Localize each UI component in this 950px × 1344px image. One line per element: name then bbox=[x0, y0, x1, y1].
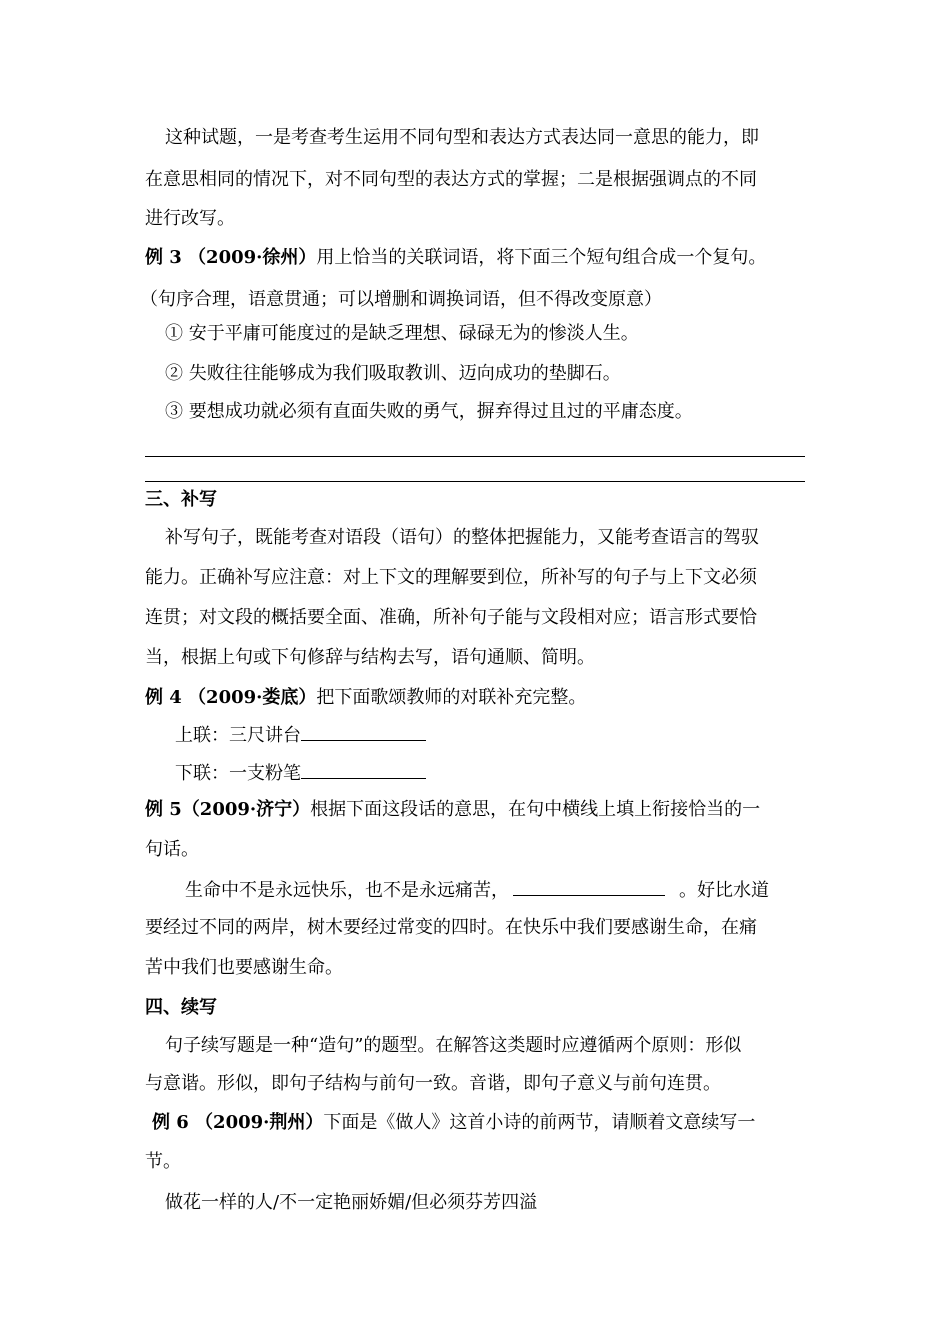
blank-field[interactable] bbox=[301, 760, 426, 779]
paragraph-line: 要经过不同的两岸，树木要经过常变的四时。在快乐中我们要感谢生命，在痛 bbox=[145, 917, 757, 938]
couplet-lower-text: 下联：一支粉笔 bbox=[175, 763, 301, 784]
couplet-upper-text: 上联：三尺讲台 bbox=[175, 725, 301, 746]
paragraph-line: 苦中我们也要感谢生命。 bbox=[145, 957, 343, 978]
example-prompt: 把下面歌颂教师的对联补充完整。 bbox=[316, 687, 587, 708]
blank-field[interactable] bbox=[301, 722, 426, 741]
paragraph-line: 进行改写。 bbox=[145, 208, 235, 229]
fill-text-b: 。好比水道 bbox=[679, 880, 769, 901]
paragraph-line: 当，根据上句或下句修辞与结构去写，语句通顺、简明。 bbox=[145, 647, 595, 668]
paragraph-line: 连贯；对文段的概括要全面、准确，所补句子能与文段相对应；语言形式要恰 bbox=[145, 607, 757, 628]
paragraph-line: 能力。正确补写应注意：对上下文的理解要到位，所补写的句子与上下文必须 bbox=[145, 567, 757, 588]
paragraph-line: 补写句子，既能考查对语段（语句）的整体把握能力，又能考查语言的驾驭 bbox=[165, 527, 759, 548]
example-label: 例 6 （2009·荆州） bbox=[152, 1112, 324, 1133]
example-prompt-cont: 节。 bbox=[145, 1151, 181, 1172]
example-4 bbox=[145, 686, 586, 710]
example-label: 例 4 （2009·娄底） bbox=[145, 687, 317, 708]
blank-field[interactable] bbox=[513, 877, 665, 896]
paragraph-line: 与意谐。形似，即句子结构与前句一致。音谐，即句子意义与前句连贯。 bbox=[145, 1073, 721, 1094]
example-prompt: 根据下面这段话的意思，在句中横线上填上衔接恰当的一 bbox=[310, 799, 761, 820]
section-heading: 三、补写 bbox=[145, 489, 217, 510]
list-item: ② 失败往往能够成为我们吸取教训、迈向成功的垫脚石。 bbox=[165, 363, 621, 384]
fill-line bbox=[185, 877, 769, 903]
list-item: ① 安于平庸可能度过的是缺乏理想、碌碌无为的惨淡人生。 bbox=[165, 323, 639, 344]
fill-text-a: 生命中不是永远快乐，也不是永远痛苦， bbox=[185, 880, 509, 901]
paragraph-line: 在意思相同的情况下，对不同句型的表达方式的掌握；二是根据强调点的不同 bbox=[145, 169, 757, 190]
example-note: （句序合理，语意贯通；可以增删和调换词语，但不得改变原意） bbox=[140, 289, 662, 310]
example-label: 例 3 （2009·徐州） bbox=[145, 247, 317, 268]
example-5 bbox=[145, 798, 760, 822]
section-heading: 四、续写 bbox=[145, 997, 217, 1018]
example-prompt: 用上恰当的关联词语，将下面三个短句组合成一个复句。 bbox=[316, 247, 767, 268]
list-item: ③ 要想成功就必须有直面失败的勇气，摒弃得过且过的平庸态度。 bbox=[165, 401, 693, 422]
example-prompt: 下面是《做人》这首小诗的前两节，请顺着文意续写一 bbox=[323, 1112, 756, 1133]
poem-line: 做花一样的人/不一定艳丽娇媚/但必须芬芳四溢 bbox=[165, 1192, 538, 1213]
answer-line[interactable] bbox=[145, 481, 805, 482]
answer-line[interactable] bbox=[145, 456, 805, 457]
example-label: 例 5（2009·济宁） bbox=[145, 799, 311, 820]
paragraph-line: 句子续写题是一种“造句”的题型。在解答这类题时应遵循两个原则：形似 bbox=[165, 1035, 742, 1056]
example-3 bbox=[145, 246, 766, 270]
couplet-upper bbox=[175, 722, 426, 748]
example-6 bbox=[152, 1111, 755, 1135]
couplet-lower bbox=[175, 760, 426, 786]
example-prompt-cont: 句话。 bbox=[145, 839, 199, 860]
paragraph-line: 这种试题，一是考查考生运用不同句型和表达方式表达同一意思的能力，即 bbox=[165, 127, 759, 148]
